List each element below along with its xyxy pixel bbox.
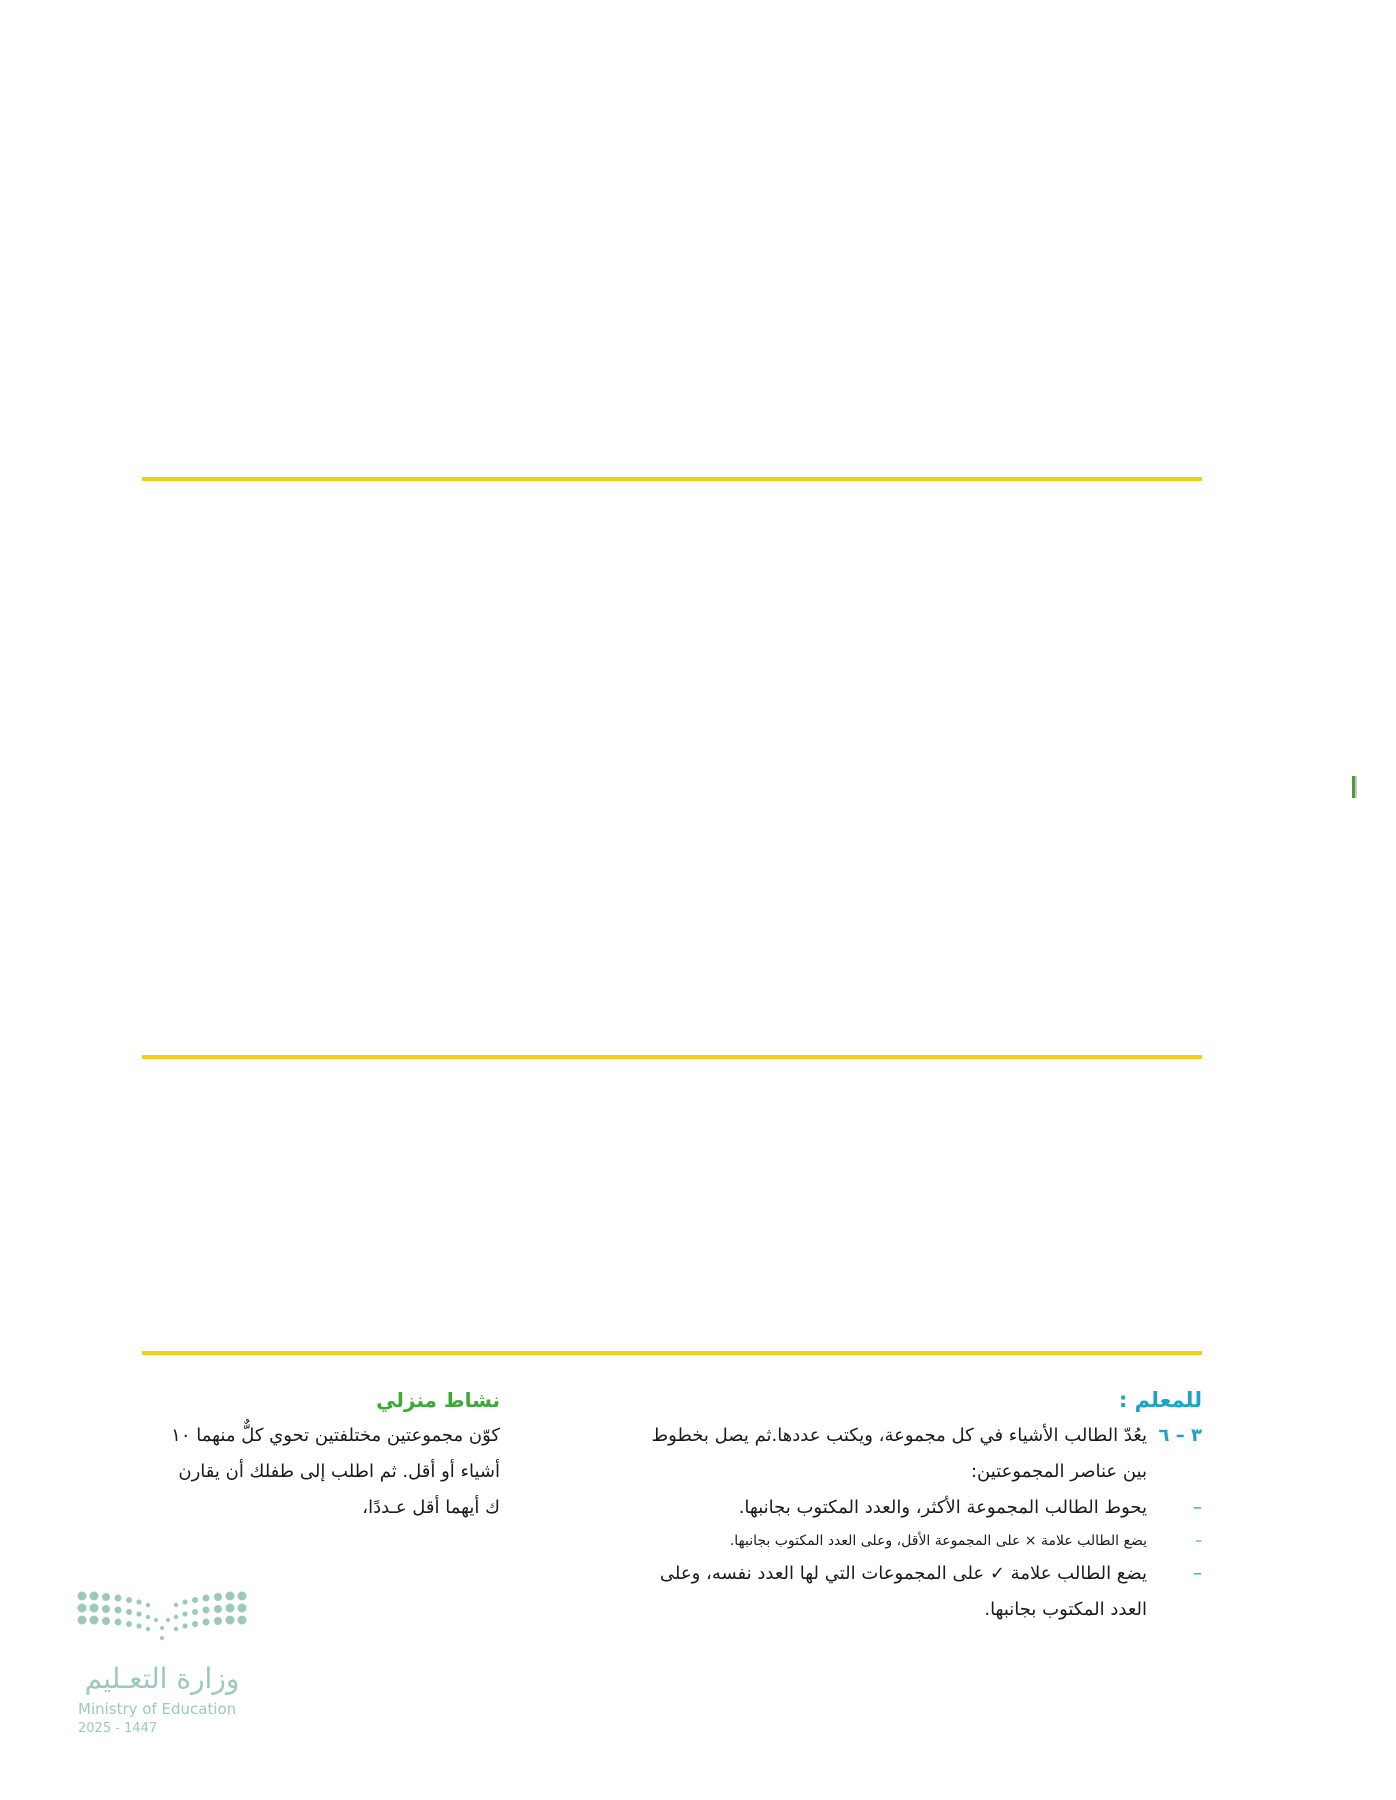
divider-line-bottom <box>142 1351 1202 1355</box>
bullet-item <box>600 1526 1202 1556</box>
page-edge-tab <box>1352 776 1355 798</box>
home-activity-title: نشاط منزلي <box>376 1388 500 1412</box>
ministry-name-english: Ministry of Education <box>78 1700 237 1718</box>
ministry-year: 2025 - 1447 <box>78 1721 158 1736</box>
ministry-logo <box>76 1588 256 1738</box>
divider-line-middle <box>142 1055 1202 1059</box>
home-activity <box>150 1388 500 1526</box>
ministry-dots-icon <box>76 1588 248 1658</box>
bullet-item <box>600 1556 1202 1592</box>
item-number: ٣ – ٦ <box>1158 1425 1202 1446</box>
teacher-notes <box>600 1388 1202 1628</box>
bullet-item-cont <box>600 1592 1202 1628</box>
home-activity-line: أشياء أو أقل. ثم اطلب إلى طفلك أن يقارن <box>178 1461 500 1482</box>
teacher-notes-title: للمعلم : <box>1118 1388 1202 1412</box>
home-activity-body <box>150 1418 500 1526</box>
home-activity-line: ك أيهما أقل عـددًا، <box>362 1497 500 1518</box>
home-activity-line: كوّن مجموعتين مختلفتين تحوي كلٌّ منهما ١٠ <box>171 1425 500 1446</box>
bullet-item <box>600 1490 1202 1526</box>
item-text-line1: يعُدّ الطالب الأشياء في كل مجموعة، ويكتب عددها.ثم يصل بخطوط <box>651 1425 1147 1446</box>
bullet-text: يضع الطالب علامة × على المجموعة الأقل، وعلى العدد المكتوب بجانبها. <box>729 1533 1147 1549</box>
teacher-notes-item <box>600 1418 1202 1454</box>
divider-line-top <box>142 477 1202 481</box>
bullet-text: يضع الطالب علامة ✓ على المجموعات التي لها العدد نفسه، وعلى <box>659 1563 1147 1584</box>
teacher-notes-item-cont <box>600 1454 1202 1490</box>
bullet-marker: – <box>1193 1497 1202 1518</box>
bullet-text-cont: العدد المكتوب بجانبها. <box>984 1599 1147 1620</box>
bullet-marker: – <box>1195 1533 1202 1549</box>
ministry-name-arabic: وزارة التعـليم <box>84 1662 240 1695</box>
item-text-line2: بين عناصر المجموعتين: <box>970 1461 1147 1482</box>
bullet-marker: – <box>1193 1563 1202 1584</box>
bullet-text: يحوط الطالب المجموعة الأكثر، والعدد المكتوب بجانبها. <box>738 1497 1147 1518</box>
